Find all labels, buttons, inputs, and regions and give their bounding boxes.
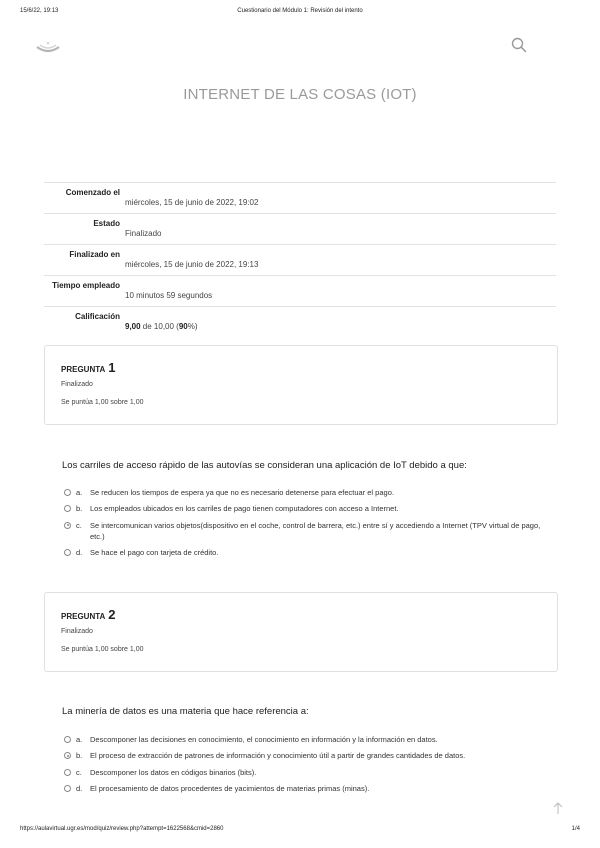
state-label: Estado <box>93 219 120 228</box>
question-state: Finalizado <box>61 628 93 635</box>
summary-row-grade <box>44 306 556 337</box>
answer-option-1d[interactable] <box>64 547 544 558</box>
grade-score: 9,00 <box>125 322 141 331</box>
grade-end: %) <box>187 322 198 331</box>
radio-button-selected[interactable] <box>64 522 71 529</box>
answer-text: El procesamiento de datos procedentes de yacimientos de materias primas (minas). <box>90 783 370 793</box>
question-info-1 <box>44 345 558 425</box>
print-url: https://aulavirtual.ugr.es/mod/quiz/review.php?attempt=1622568&cmid=2860 <box>20 826 224 832</box>
radio-button[interactable] <box>64 489 71 496</box>
time-value: 10 minutos 59 segundos <box>125 291 213 300</box>
answer-text: El proceso de extracción de patrones de información y conocimiento útil a partir de grandes cantidades de datos. <box>90 751 466 761</box>
print-footer <box>20 826 580 838</box>
answer-option-2c[interactable] <box>64 767 544 778</box>
answer-letter: a. <box>76 488 83 497</box>
state-value: Finalizado <box>125 229 162 238</box>
answer-list-2 <box>64 734 544 799</box>
answer-option-1c[interactable] <box>64 520 544 543</box>
question-text-1: Los carriles de acceso rápido de las autovías se consideran una aplicación de IoT debido a que: <box>62 460 467 471</box>
answer-text: Descomponer las decisiones en conocimiento, el conocimiento en información y la información en datos. <box>90 735 438 744</box>
started-label: Comenzado el <box>65 188 120 197</box>
grade-value <box>125 322 198 331</box>
radio-button[interactable] <box>64 549 71 556</box>
answer-option-2a[interactable] <box>64 734 544 745</box>
arrow-up-icon[interactable] <box>552 801 564 815</box>
question-number: 2 <box>108 607 116 622</box>
answer-option-1a[interactable] <box>64 487 544 498</box>
started-value: miércoles, 15 de junio de 2022, 19:02 <box>125 198 259 207</box>
grade-label: Calificación <box>75 312 120 321</box>
radio-button[interactable] <box>64 505 71 512</box>
question-state: Finalizado <box>61 381 93 388</box>
question-number: 1 <box>108 360 116 375</box>
answer-text: Descomponer los datos en códigos binarios (bits). <box>90 767 257 777</box>
question-grade: Se puntúa 1,00 sobre 1,00 <box>61 399 144 406</box>
answer-letter: c. <box>76 767 82 777</box>
answer-list-1 <box>64 487 544 563</box>
answer-letter: a. <box>76 735 83 744</box>
answer-option-2d[interactable] <box>64 783 544 794</box>
answer-option-1b[interactable] <box>64 503 544 514</box>
answer-letter: d. <box>76 783 83 793</box>
print-datetime: 15/6/22, 19:13 <box>20 8 59 14</box>
radio-button[interactable] <box>64 736 71 743</box>
question-info-2 <box>44 592 558 672</box>
answer-letter: d. <box>76 548 83 557</box>
attempt-summary <box>44 182 556 337</box>
radio-button[interactable] <box>64 785 71 792</box>
answer-option-2b[interactable] <box>64 750 544 761</box>
finished-value: miércoles, 15 de junio de 2022, 19:13 <box>125 260 259 269</box>
question-label: PREGUNTA 1 <box>61 360 116 375</box>
logo-icon[interactable] <box>34 38 62 56</box>
answer-text: Los empleados ubicados en los carriles de pago tienen computadores con acceso a Internet. <box>90 504 399 514</box>
answer-letter: c. <box>76 520 82 530</box>
grade-percent: 90 <box>178 322 188 331</box>
question-grade: Se puntúa 1,00 sobre 1,00 <box>61 646 144 653</box>
answer-letter: b. <box>76 504 83 514</box>
summary-row-state <box>44 213 556 244</box>
print-header <box>20 8 580 20</box>
print-title: Cuestionario del Módulo 1: Revisión del intento <box>237 8 363 14</box>
finished-label: Finalizado en <box>69 250 120 259</box>
summary-row-finished <box>44 244 556 275</box>
question-text-2: La minería de datos es una materia que hace referencia a: <box>62 706 309 717</box>
answer-text: Se intercomunican varios objetos(dispositivo en el coche, control de barrera, etc.) entre sí y accediendo a Internet (TPV virtual de pago, etc.) <box>90 520 541 541</box>
question-label: PREGUNTA 2 <box>61 607 116 622</box>
answer-letter: b. <box>76 751 83 761</box>
course-title: INTERNET DE LAS COSAS (IOT) <box>183 86 417 103</box>
radio-button[interactable] <box>64 769 71 776</box>
answer-text: Se reducen los tiempos de espera ya que no es necesario detenerse para efectuar el pago. <box>90 488 394 497</box>
time-label: Tiempo empleado <box>52 281 120 290</box>
summary-row-started <box>44 182 556 213</box>
search-icon[interactable] <box>510 36 528 54</box>
radio-button-selected[interactable] <box>64 752 71 759</box>
answer-text: Se hace el pago con tarjeta de crédito. <box>90 548 219 557</box>
print-page-number: 1/4 <box>571 826 580 832</box>
grade-mid: de 10,00 ( <box>140 322 179 331</box>
summary-row-time <box>44 275 556 306</box>
